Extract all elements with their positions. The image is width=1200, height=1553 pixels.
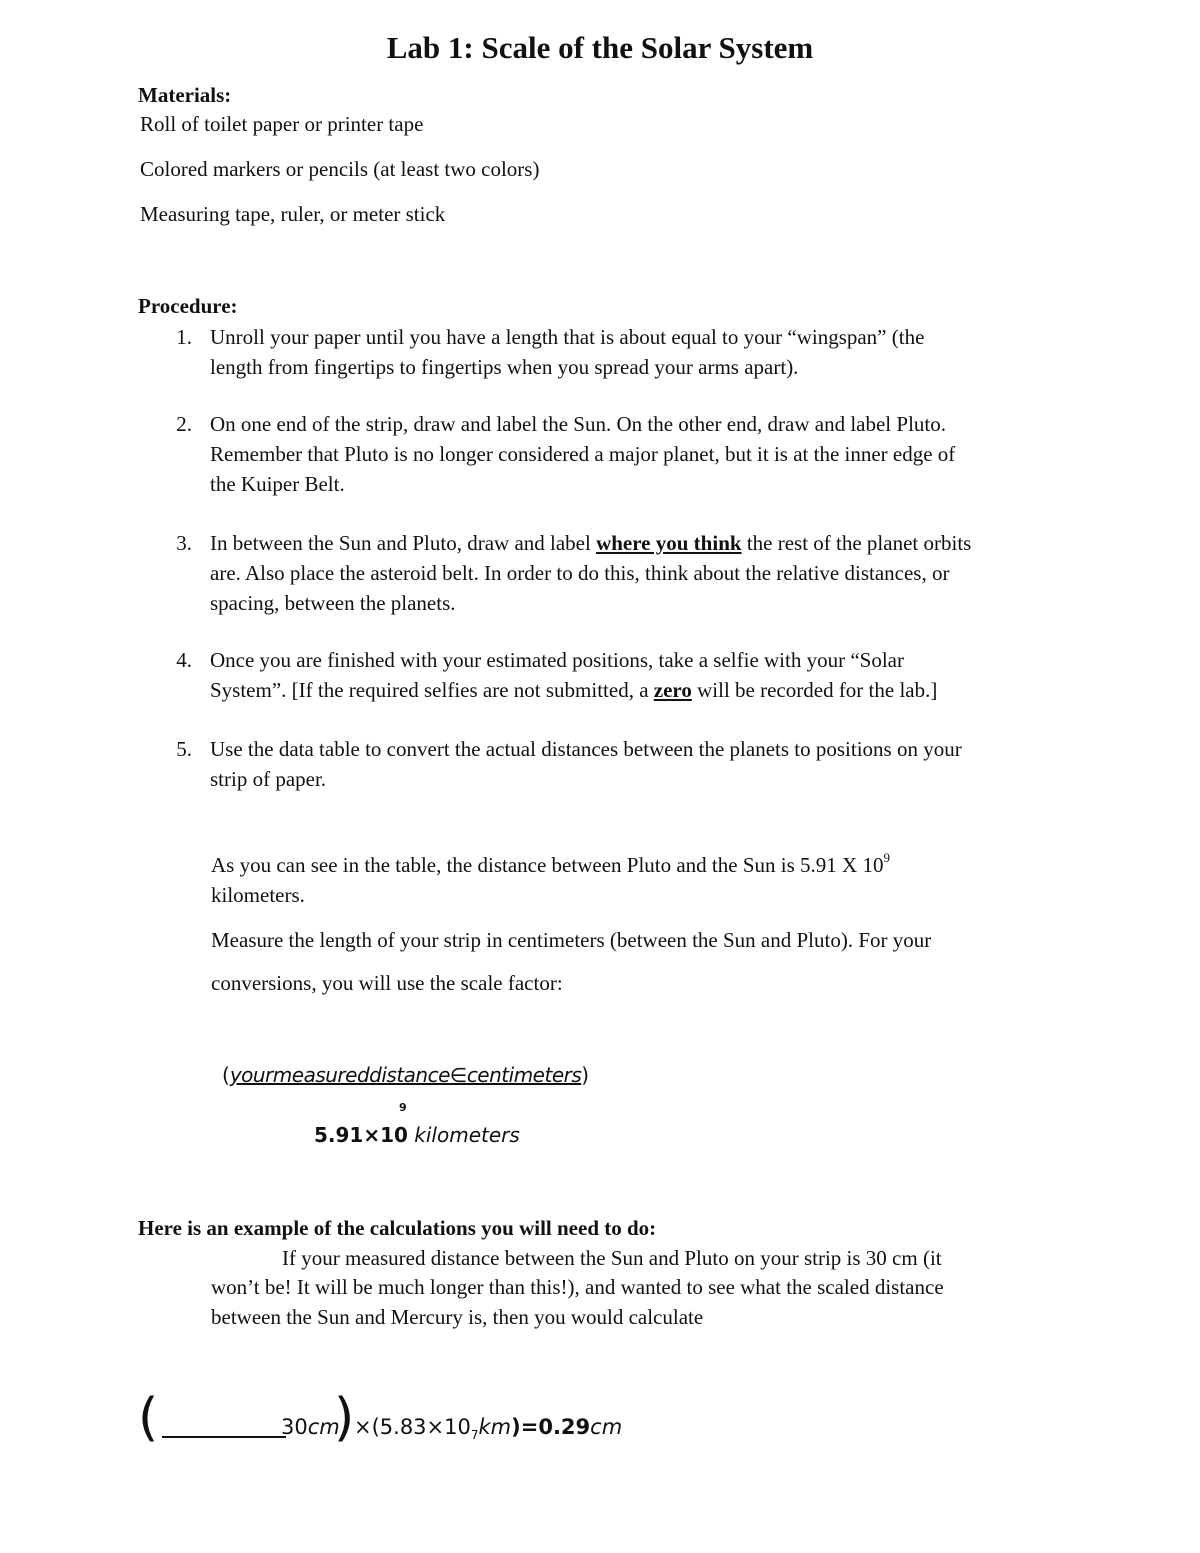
- example-line: If your measured distance between the Sun and Pluto on your strip is 30 cm (it: [282, 1246, 942, 1270]
- calc-times: ×(5.83×10: [354, 1415, 471, 1439]
- step-2-line: On one end of the strip, draw and label the Sun. On the other end, draw and label Pluto.: [210, 412, 946, 436]
- step-3-line: are. Also place the asteroid belt. In order to do this, think about the relative distances, or: [210, 561, 950, 585]
- denominator-unit: kilometers: [414, 1123, 520, 1147]
- scale-factor-exponent: 9: [399, 1101, 407, 1114]
- step-4-line: Once you are finished with your estimated positions, take a selfie with your “Solar: [210, 648, 904, 672]
- step-4-text: System”. [If the required selfies are not submitted, a: [210, 678, 654, 702]
- materials-item: Colored markers or pencils (at least two colors): [140, 157, 540, 181]
- step-5-line: Use the data table to convert the actual distances between the planets to positions on your: [210, 737, 962, 761]
- step-1-line: Unroll your paper until you have a length that is about equal to your “wingspan” (the: [210, 325, 925, 349]
- step-number: 2.: [176, 412, 192, 436]
- materials-item: Roll of toilet paper or printer tape: [140, 112, 424, 136]
- distance-note-line: kilometers.: [211, 883, 305, 907]
- step-number: 3.: [176, 531, 192, 555]
- step-3-emphasis: where you think: [596, 531, 742, 555]
- step-number: 1.: [176, 325, 192, 349]
- calc-number: 30: [281, 1415, 308, 1439]
- distance-note-line: [211, 850, 890, 880]
- step-3-text: the rest of the planet orbits: [741, 531, 972, 555]
- calc-subscript: 7: [470, 1428, 479, 1443]
- measure-line: conversions, you will use the scale factor:: [211, 971, 563, 995]
- paren-open: (: [138, 1388, 159, 1448]
- exponent: 9: [883, 850, 890, 865]
- paren-close: ): [581, 1063, 590, 1087]
- step-2-line: Remember that Pluto is no longer considered a major planet, but it is at the inner edge of: [210, 442, 956, 466]
- example-heading: Here is an example of the calculations you will need to do:: [138, 1216, 657, 1240]
- fraction-blank-line: [162, 1436, 286, 1438]
- measure-line: Measure the length of your strip in centimeters (between the Sun and Pluto). For your: [211, 928, 932, 952]
- step-1-line: length from fingertips to fingertips when you spread your arms apart).: [210, 355, 799, 379]
- materials-item: Measuring tape, ruler, or meter stick: [140, 202, 446, 226]
- scale-factor-numerator: [222, 1062, 589, 1088]
- step-4-emphasis: zero: [653, 678, 692, 702]
- calc-unit: cm: [307, 1415, 340, 1439]
- distance-note-text: As you can see in the table, the distance between Pluto and the Sun is 5.91 X 10: [211, 853, 884, 877]
- step-3-text: In between the Sun and Pluto, draw and label: [210, 531, 597, 555]
- step-5-line: strip of paper.: [210, 767, 327, 791]
- step-4-text: will be recorded for the lab.]: [691, 678, 938, 702]
- step-number: 4.: [176, 648, 192, 672]
- calc-value: [281, 1412, 340, 1442]
- step-3-line: spacing, between the planets.: [210, 591, 456, 615]
- example-line: between the Sun and Mercury is, then you would calculate: [211, 1305, 704, 1329]
- paren-close: ): [334, 1388, 355, 1448]
- step-2-line: the Kuiper Belt.: [210, 472, 345, 496]
- calc-result-unit: cm: [590, 1415, 623, 1439]
- step-number: 5.: [176, 737, 192, 761]
- calc-result: )=0.29: [511, 1415, 591, 1439]
- step-3-line: [210, 528, 971, 558]
- calc-multiplication: [354, 1412, 622, 1450]
- page-title: Lab 1: Scale of the Solar System: [386, 30, 814, 65]
- denominator-value: 5.91×10: [314, 1123, 408, 1147]
- procedure-heading: Procedure:: [138, 294, 238, 318]
- materials-heading: Materials:: [138, 83, 232, 107]
- example-line: won’t be! It will be much longer than this!), and wanted to see what the scaled distance: [211, 1275, 944, 1299]
- scale-factor-denominator: [314, 1122, 520, 1148]
- numerator-text: yourmeasureddistance∈centimeters: [229, 1063, 582, 1087]
- calc-km: km: [478, 1415, 512, 1439]
- paren-open: (: [222, 1063, 230, 1087]
- step-4-line: [210, 675, 937, 705]
